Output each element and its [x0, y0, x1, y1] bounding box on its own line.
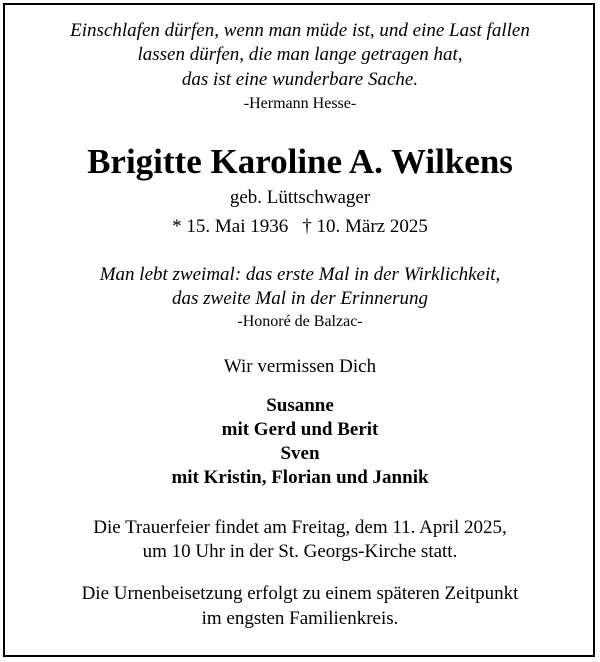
burial-info-line-2: im engsten Familienkreis. [201, 608, 399, 629]
death-date: † 10. März 2025 [302, 216, 428, 237]
mourner-line: Susanne [266, 395, 334, 416]
opening-quote-line-1: Einschlafen dürfen, wenn man müde ist, und eine Last fallen [70, 20, 530, 41]
life-dates [0, 216, 600, 238]
opening-quote-line-2: lassen dürfen, die man lange getragen hat, [137, 44, 463, 65]
birth-name: geb. Lüttschwager [229, 187, 371, 208]
mourner-line: Sven [280, 443, 320, 464]
farewell-text: Wir vermissen Dich [223, 356, 377, 377]
mourner-line: mit Gerd und Berit [221, 419, 379, 440]
deceased-name: Brigitte Karoline A. Wilkens [87, 142, 513, 181]
opening-quote-author: -Hermann Hesse- [243, 95, 357, 112]
opening-quote-line-3: das ist eine wunderbare Sache. [181, 69, 419, 90]
birth-date: * 15. Mai 1936 [172, 216, 289, 237]
second-quote-line-1: Man lebt zweimal: das erste Mal in der Wirklichkeit, [99, 264, 501, 285]
burial-info-line-1: Die Urnenbeisetzung erfolgt zu einem späteren Zeitpunkt [81, 583, 519, 604]
service-info-line-1: Die Trauerfeier findet am Freitag, dem 11. April 2025, [93, 517, 507, 538]
mourner-line: mit Kristin, Florian und Jannik [171, 467, 429, 488]
service-info-line-2: um 10 Uhr in der St. Georgs-Kirche statt. [142, 541, 458, 562]
second-quote-author: -Honoré de Balzac- [237, 313, 363, 330]
second-quote-line-2: das zweite Mal in der Erinnerung [172, 288, 428, 309]
